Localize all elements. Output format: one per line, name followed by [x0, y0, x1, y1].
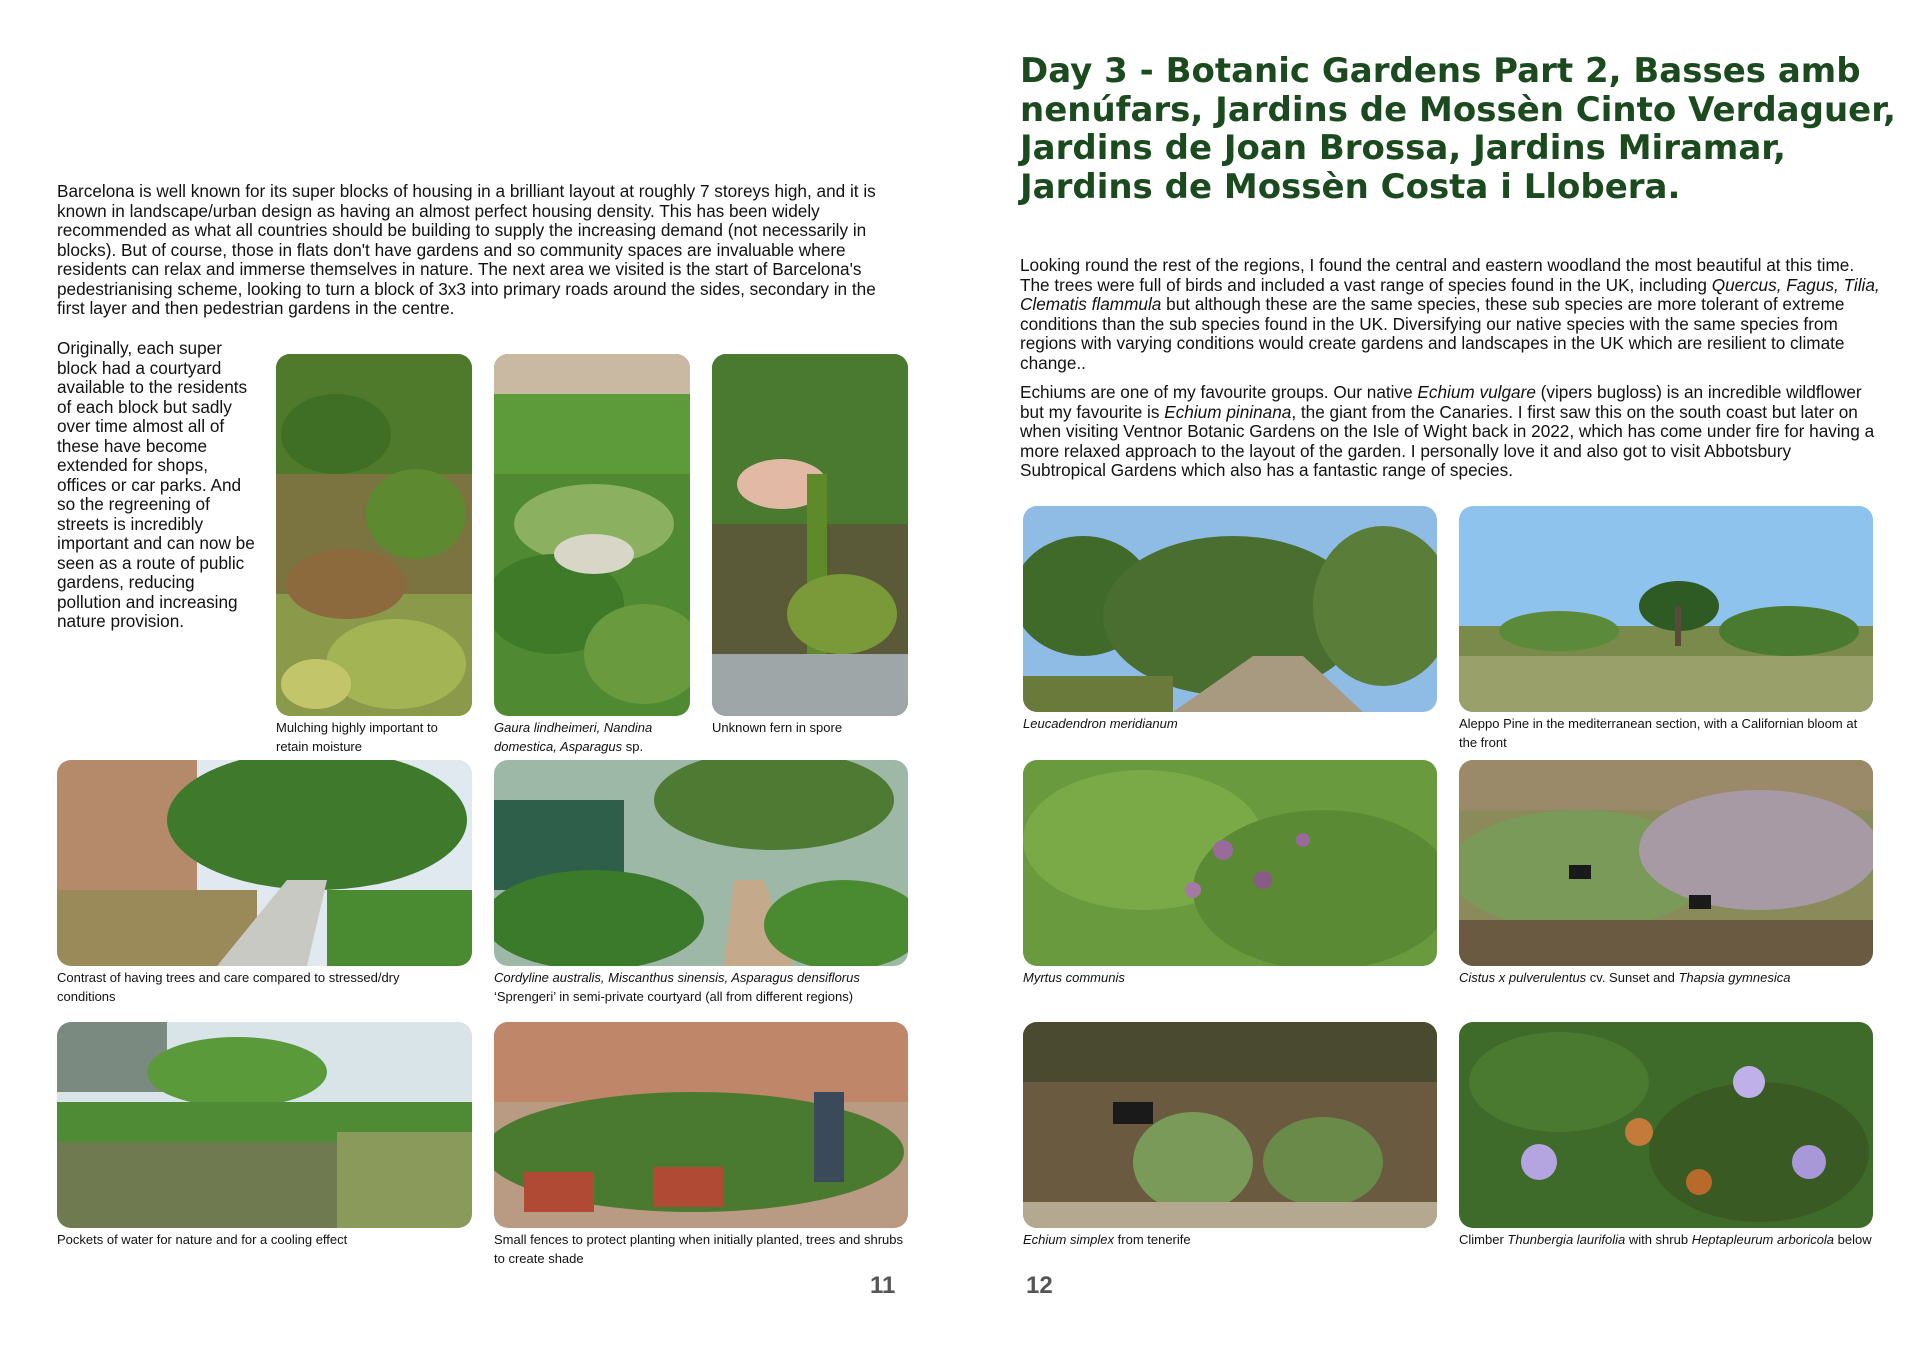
cordyline-caption: Cordyline australis, Miscanthus sinensis, Asparagus densiflorus ‘Sprengeri’ in semi-private courtyard (all from different regions) — [494, 970, 860, 1004]
page-heading: Day 3 - Botanic Gardens Part 2, Basses amb nenúfars, Jardins de Mossèn Cinto Verdaguer, Jardins de Joan Brossa, Jardins Miramar, Jardins de Mossèn Costa i Llobera. — [1020, 51, 1896, 207]
leucadendron-photo — [1023, 506, 1437, 712]
right-page — [960, 0, 1920, 1358]
echium-simplex-photo — [1023, 1022, 1437, 1228]
mulching-caption: Mulching highly important to retain moisture — [276, 720, 438, 754]
thunbergia-photo — [1459, 1022, 1873, 1228]
intro-paragraph: Barcelona is well known for its super blocks of housing in a brilliant layout at roughly 7 storeys high, and it is known in landscape/urban design as having an almost perfect housing density. This has been widely recommended as what all countries should be building to supply the increasing demand (not necessarily in blocks). But of course, those in flats don't have gardens and so community spaces are invaluable where residents can relax and immerse themselves in nature. The next area we visited is the start of Barcelona's pedestrianising scheme, looking to turn a block of 3x3 into primary roads around the sides, secondary in the first layer and then pedestrian gardens in the centre. — [57, 181, 876, 318]
cistus-photo — [1459, 760, 1873, 966]
myrtus-photo — [1023, 760, 1437, 966]
water-pocket-photo — [57, 1022, 472, 1228]
cistus-caption: Cistus x pulverulentus cv. Sunset and Thapsia gymnesica — [1459, 970, 1791, 985]
leucadendron-caption: Leucadendron meridianum — [1023, 716, 1178, 731]
gaura-caption: Gaura lindheimeri, Nandina domestica, Asparagus sp. — [494, 720, 653, 754]
page-number: 11 — [870, 1272, 896, 1299]
echium-simplex-caption: Echium simplex from tenerife — [1023, 1232, 1191, 1247]
intro-paragraph-continued: Originally, each super block had a courtyard available to the residents of each block but sadly over time almost all of these have become extended for shops, offices or car parks. And so the regreening of streets is incredibly important and can now be seen as a route of public gardens, reducing pollution and increasing nature provision. — [57, 338, 255, 631]
gaura-photo — [494, 354, 690, 716]
aleppo-pine-photo — [1459, 506, 1873, 712]
echium-paragraph: Echiums are one of my favourite groups. Our native Echium vulgare (vipers bugloss) is an incredible wildflower but my favourite is Echium pininana, the giant from the Canaries. I first saw this on the south coast but later on when visiting Ventnor Botanic Gardens on the Isle of Wight back in 2022, which has come under fire for having a more relaxed approach to the layout of the garden. I personally love it and also got to visit Abbotsbury Subtropical Gardens which also has a fantastic range of species. — [1020, 382, 1875, 480]
fern-photo — [712, 354, 908, 716]
myrtus-caption: Myrtus communis — [1023, 970, 1125, 985]
mulching-photo — [276, 354, 472, 716]
aleppo-caption: Aleppo Pine in the mediterranean section, with a Californian bloom at the front — [1459, 716, 1858, 750]
page-number: 12 — [1026, 1272, 1053, 1299]
thunbergia-caption: Climber Thunbergia laurifolia with shrub Heptapleurum arboricola below — [1459, 1232, 1872, 1247]
woodland-paragraph: Looking round the rest of the regions, I found the central and eastern woodland the most beautiful at this time. The trees were full of birds and included a vast range of species found in the UK, including Quercus, Fagus, Tilia, Clematis flammula but although these are the same species, these sub species are more tolerant of extreme conditions than the sub species found in the UK. Diversifying our native species with the same species from regions with varying conditions would create gardens and landscapes in the UK which are resilient to climate change.. — [1020, 255, 1880, 373]
street-contrast-photo — [57, 760, 472, 966]
fern-caption: Unknown fern in spore — [712, 720, 843, 735]
water-caption: Pockets of water for nature and for a cooling effect — [57, 1232, 348, 1247]
courtyard-photo — [494, 760, 908, 966]
fences-caption: Small fences to protect planting when initially planted, trees and shrubs to create shade — [494, 1232, 904, 1266]
fenced-planting-photo — [494, 1022, 908, 1228]
contrast-caption: Contrast of having trees and care compared to stressed/dry conditions — [57, 970, 400, 1004]
